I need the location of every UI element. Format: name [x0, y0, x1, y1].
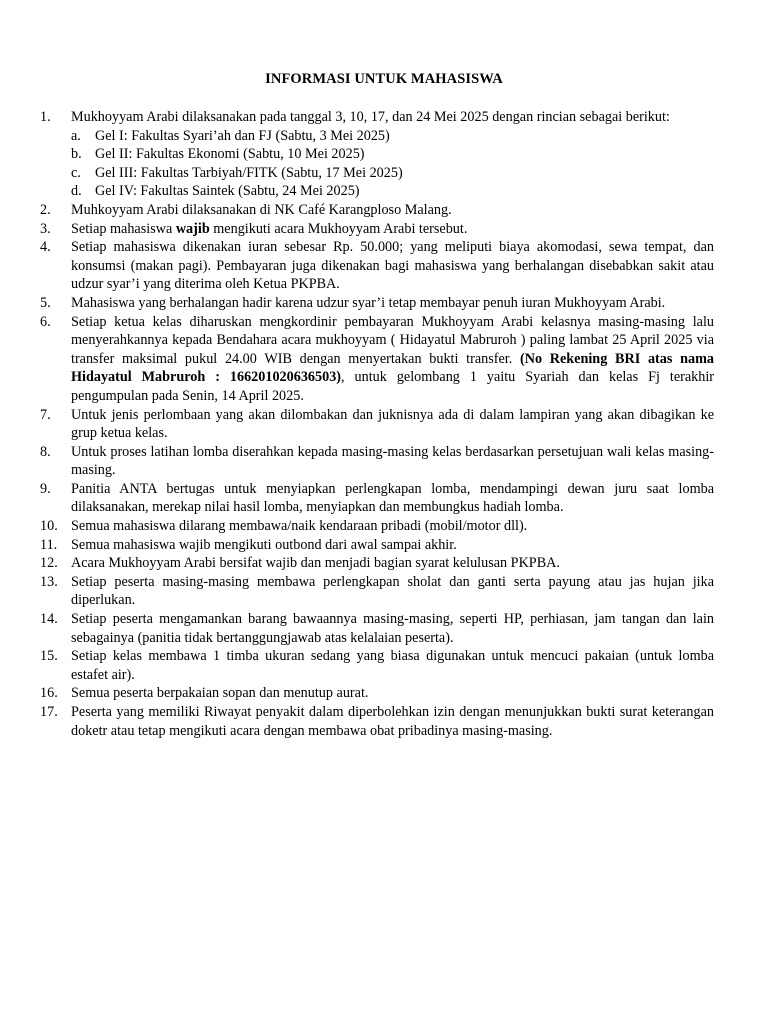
item-text: Untuk proses latihan lomba diserahkan kepada masing-masing kelas berdasarkan persetujuan wali kelas masing-masing.: [71, 443, 714, 479]
item-text: Setiap peserta mengamankan barang bawaannya masing-masing, seperti HP, perhiasan, jam tangan dan lain sebagainya (panitia tidak bertanggungjawab atas kelalaian peserta).: [71, 611, 714, 646]
information-list: [40, 108, 714, 740]
sub-text: Gel II: Fakultas Ekonomi (Sabtu, 10 Mei 2025): [95, 146, 365, 163]
item-number: 17.: [40, 704, 58, 720]
sub-letter: d.: [71, 183, 82, 200]
item-number: 7.: [40, 406, 51, 423]
list-item-8: [40, 443, 714, 480]
item-number: 3.: [40, 220, 51, 237]
list-item-15: [40, 647, 714, 684]
bank-account-info: (No Rekening BRI atas nama Hidayatul Mabruroh : 166201020636503): [71, 350, 714, 386]
sub-letter: a.: [71, 127, 81, 144]
item-text: Semua mahasiswa wajib mengikuti outbond dari awal sampai akhir.: [71, 536, 457, 553]
sub-letter: c.: [71, 164, 81, 181]
item-number: 15.: [40, 648, 58, 665]
sublist-item-a: [71, 127, 714, 146]
item-text: Semua peserta berpakaian sopan dan menutup aurat.: [71, 685, 369, 702]
sub-text: Gel I: Fakultas Syari’ah dan FJ (Sabtu, 3 Mei 2025): [95, 127, 390, 144]
item-text: [71, 221, 467, 237]
list-item-1: [40, 108, 714, 201]
item-number: 4.: [40, 239, 51, 256]
list-item-6: [40, 313, 714, 406]
item-text-pre: Setiap ketua kelas diharuskan mengkordinir pembayaran Mukhoyyam Arabi kelasnya masing-masing lalu menyerahkannya kepada Bendahara acara mukhoyyam ( Hidayatul Mabruroh ) paling lambat 25 April 2025 via transfer maksimal pukul 24.00 WIB dengan menyertakan bukti transfer.: [71, 313, 714, 367]
item-text-post: , untuk gelombang 1 yaitu Syariah dan kelas Fj terakhir pengumpulan pada Senin, 14 April 2025.: [71, 369, 714, 404]
item-number: 9.: [40, 480, 51, 497]
list-item-13: [40, 573, 714, 610]
item-text: Semua mahasiswa dilarang membawa/naik kendaraan pribadi (mobil/motor dll).: [71, 518, 528, 535]
item-text: Muhkoyyam Arabi dilaksanakan di NK Café Karangploso Malang.: [71, 201, 452, 218]
item-number: 2.: [40, 201, 51, 218]
item-number: 5.: [40, 294, 51, 311]
sub-text: Gel III: Fakultas Tarbiyah/FITK (Sabtu, 17 Mei 2025): [95, 164, 403, 181]
list-item-2: [40, 201, 714, 220]
document-title: INFORMASI UNTUK MAHASISWA: [265, 71, 503, 87]
item-text: Setiap peserta masing-masing membawa perlengkapan sholat dan ganti serta payung atau jas hujan jika diperlukan.: [71, 573, 714, 609]
list-item-12: [40, 554, 714, 573]
sublist-item-d: [71, 182, 714, 201]
item-text: Panitia ANTA bertugas untuk menyiapkan perlengkapan lomba, mendampingi dewan juru saat lomba dilaksanakan, merekap nilai hasil lomba, menyiapkan dan membungkus hadiah lomba.: [71, 480, 714, 516]
item-text: Acara Mukhoyyam Arabi bersifat wajib dan menjadi bagian syarat kelulusan PKPBA.: [71, 555, 560, 572]
sublist-item-b: [71, 145, 714, 164]
sub-letter: b.: [71, 146, 82, 163]
item-number: 10.: [40, 518, 58, 535]
item-text-post: mengikuti acara Mukhoyyam Arabi tersebut.: [209, 220, 468, 237]
list-item-14: [40, 610, 714, 647]
list-item-17: [40, 703, 714, 740]
item-text: Mahasiswa yang berhalangan hadir karena udzur syar’i tetap membayar penuh iuran Mukhoyyam Arabi.: [71, 294, 666, 311]
item-text-bold: wajib: [175, 220, 210, 237]
item-number: 14.: [40, 611, 58, 628]
sublist-item-c: [71, 164, 714, 183]
item-text: Setiap kelas membawa 1 timba ukuran sedang yang biasa digunakan untuk mencuci pakaian (untuk lomba estafet air).: [71, 648, 714, 683]
item-text: [71, 314, 714, 404]
item-number: 8.: [40, 443, 51, 460]
list-item-7: [40, 406, 714, 443]
list-item-4: [40, 238, 714, 294]
list-item-16: [40, 684, 714, 703]
item-text: Setiap mahasiswa dikenakan iuran sebesar Rp. 50.000; yang meliputi biaya akomodasi, sewa tempat, dan konsumsi (makan pagi). Pembayaran juga dikenakan bagi mahasiswa yang berhalangan disebabkan sakit atau udzur syar’i yang diterima oleh Ketua PKPBA.: [71, 239, 714, 293]
item-text-pre: Setiap mahasiswa: [71, 220, 176, 237]
item-text: Peserta yang memiliki Riwayat penyakit dalam diperbolehkan izin dengan menunjukkan bukti surat keterangan doketr atau tetap mengikuti acara dengan membawa obat pribadinya masing-masing.: [71, 704, 714, 739]
wave-sublist: [71, 127, 714, 201]
list-item-9: [40, 480, 714, 517]
list-item-5: [40, 294, 714, 313]
item-number: 11.: [40, 536, 58, 553]
item-number: 12.: [40, 555, 58, 572]
list-item-11: [40, 536, 714, 555]
list-item-3: [40, 220, 714, 239]
item-number: 6.: [40, 313, 51, 330]
list-item-10: [40, 517, 714, 536]
item-number: 13.: [40, 573, 58, 590]
item-number: 1.: [40, 109, 51, 125]
item-text: Untuk jenis perlombaan yang akan dilombakan dan juknisnya ada di dalam lampiran yang akan dibagikan ke grup ketua kelas.: [71, 406, 714, 442]
sub-text: Gel IV: Fakultas Saintek (Sabtu, 24 Mei 2025): [95, 183, 360, 200]
item-text: Mukhoyyam Arabi dilaksanakan pada tanggal 3, 10, 17, dan 24 Mei 2025 dengan rincian sebagai berikut:: [71, 109, 670, 125]
item-number: 16.: [40, 685, 58, 702]
